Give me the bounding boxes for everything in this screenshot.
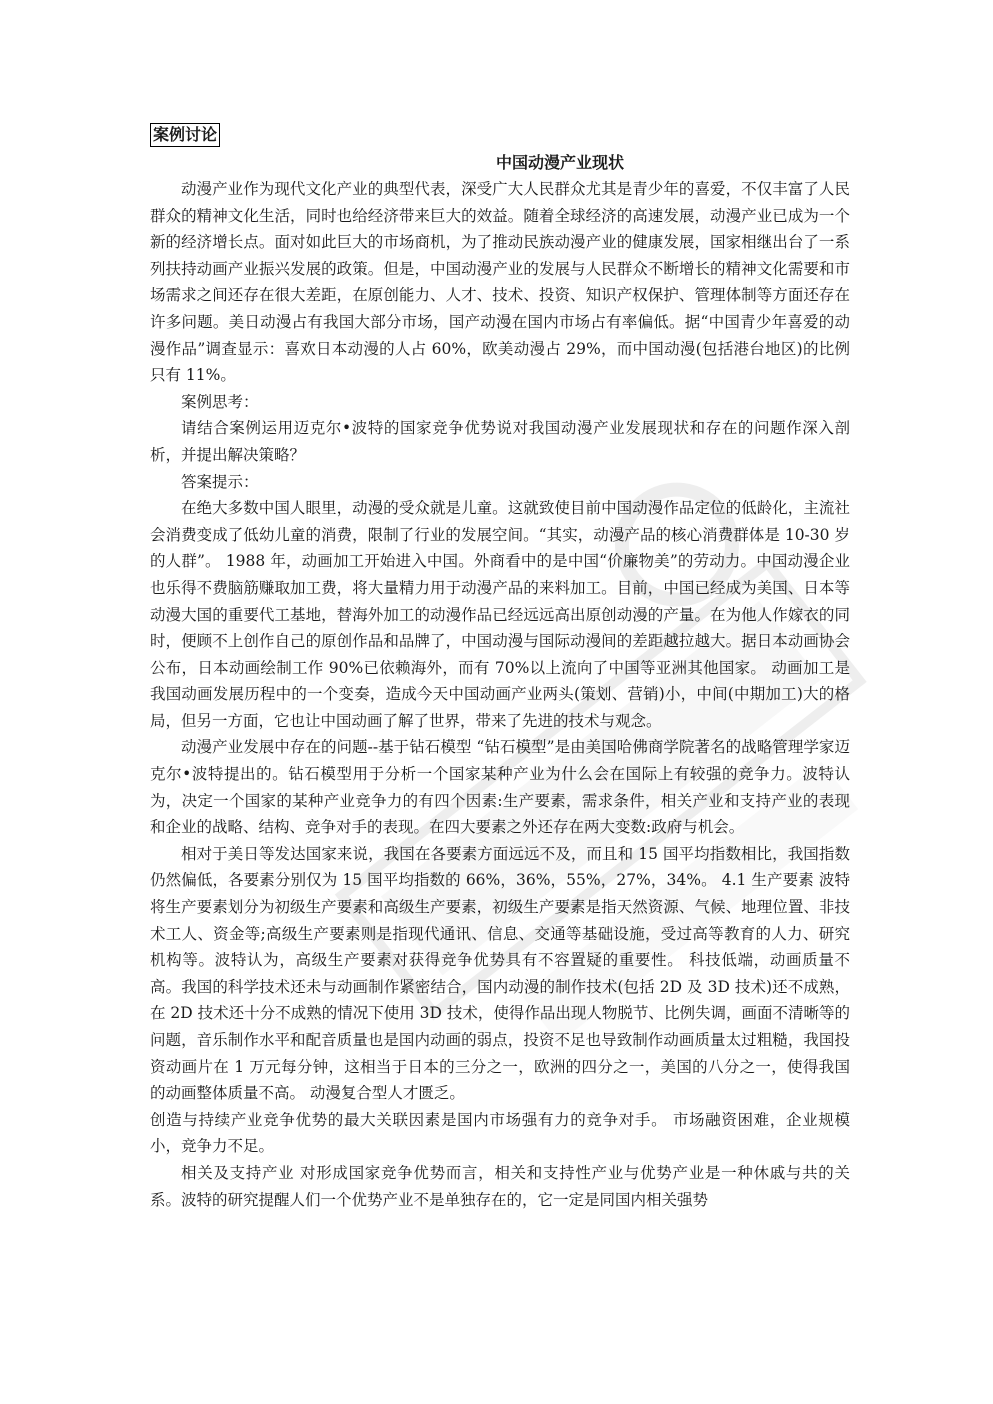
paragraph-case-thinking-label: 案例思考： (181, 392, 259, 411)
paragraph-answer-4: 创造与持续产业竞争优势的最大关联因素是国内市场强有力的竞争对手。 市场融资困难，企业规模小，竞争力不足。 (150, 1110, 850, 1156)
section-heading: 案例讨论 (150, 123, 220, 147)
paragraph-question: 请结合案例运用迈克尔•波特的国家竞争优势说对我国动漫产业发展现状和存在的问题作深入剖析，并提出解决策略？ (150, 419, 850, 464)
paragraph-answer-5: 相关及支持产业 对形成国家竞争优势而言，相关和支持性产业与优势产业是一种休戚与共的关系。波特的研究提醒人们一个优势产业不是单独存在的，它一定是同国内相关强势 (150, 1163, 850, 1209)
document-body (150, 122, 850, 1213)
paragraph-intro: 动漫产业作为现代文化产业的典型代表，深受广大人民群众尤其是青少年的喜爱，不仅丰富了人民群众的精神文化生活，同时也给经济带来巨大的效益。随着全球经济的高速发展，动漫产业已成为一个新的经济增长点。面对如此巨大的市场商机，为了推动民族动漫产业的健康发展，国家相继出台了一系列扶持动画产业振兴发展的政策。但是，中国动漫产业的发展与人民群众不断增长的精神文化需要和市场需求之间还存在很大差距，在原创能力、人才、技术、投资、知识产权保护、管理体制等方面还存在许多问题。美日动漫占有我国大部分市场，国产动漫在国内市场占有率偏低。据“中国青少年喜爱的动漫作品”调查显示：喜欢日本动漫的人占 60%，欧美动漫占 29%，而中国动漫(包括港台地区)的比例只有 11%。 (150, 180, 850, 385)
paragraph-answer-3: 相对于美日等发达国家来说，我国在各要素方面远远不及，而且和 15 国平均指数相比，我国指数仍然偏低，各要素分别仅为 15 国平均指数的 66%，36%，55%，27%，34%。 4.1 生产要素 波特将生产要素划分为初级生产要素和高级生产要素，初级生产要素是指天然资源、气候、地理位置、非技术工人、资金等;高级生产要素则是指现代通讯、信息、交通等基础设施，受过高等教育的人力、研究机构等。波特认为，高级生产要素对获得竞争优势具有不容置疑的重要性。 科技低端，动画质量不高。我国的科学技术还未与动画制作紧密结合，国内动漫的制作技术(包括 2D 及 3D 技术)还不成熟，在 2D 技术还十分不成熟的情况下使用 3D 技术，使得作品出现人物脱节、比例失调，画面不清晰等的问题，音乐制作水平和配音质量也是国内动画的弱点，投资不足也导致制作动画质量太过粗糙，我国投资动画片在 1 万元每分钟，这相当于日本的三分之一，欧洲的四分之一，美国的八分之一，使得我国的动画整体质量不高。 动漫复合型人才匮乏。 (150, 844, 850, 1103)
document-title: 中国动漫产业现状 (495, 153, 624, 172)
paragraph-answer-label: 答案提示： (181, 472, 259, 491)
paragraph-answer-2: 动漫产业发展中存在的问题--基于钻石模型 “钻石模型”是由美国哈佛商学院著名的战略管理学家迈克尔•波特提出的。钻石模型用于分析一个国家某种产业为什么会在国际上有较强的竞争力。波特认为，决定一个国家的某种产业竞争力的有四个因素:生产要素，需求条件，相关产业和支持产业的表现和企业的战略、结构、竞争对手的表现。在四大要素之外还存在两大变数:政府与机会。 (150, 738, 850, 837)
paragraph-answer-1: 在绝大多数中国人眼里，动漫的受众就是儿童。这就致使目前中国动漫作品定位的低龄化，主流社会消费变成了低幼儿童的消费，限制了行业的发展空间。“其实，动漫产品的核心消费群体是 10-30 岁的人群”。 1988 年，动画加工开始进入中国。外商看中的是中国“价廉物美”的劳动力。中国动漫企业也乐得不费脑筋赚取加工费，将大量精力用于动漫产品的来料加工。目前，中国已经成为美国、日本等动漫大国的重要代工基地，替海外加工的动漫作品已经远远高出原创动漫的产量。在为他人作嫁衣的同时，便顾不上创作自己的原创作品和品牌了，中国动漫与国际动漫间的差距越拉越大。据日本动画协会公布，日本动画绘制工作 90%已依赖海外，而有 70%以上流向了中国等亚洲其他国家。 动画加工是我国动画发展历程中的一个变奏，造成今天中国动画产业两头(策划、营销)小，中间(中期加工)大的格局，但另一方面，它也让中国动画了解了世界，带来了先进的技术与观念。 (150, 499, 850, 730)
